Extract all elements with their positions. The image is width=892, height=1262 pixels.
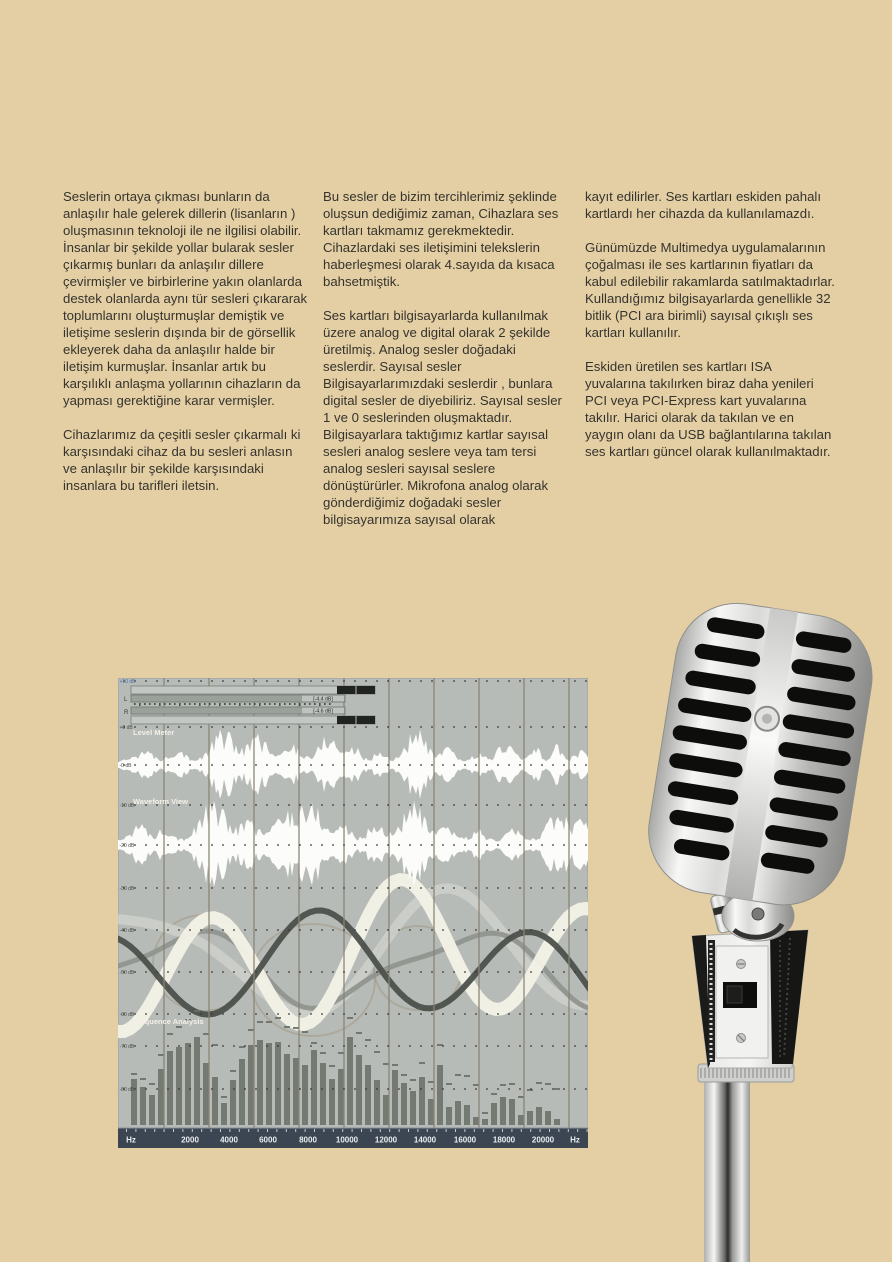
spectrum-bar: [536, 1107, 542, 1125]
peak-hold-dash: [131, 1073, 137, 1075]
meter-ruler-tick: [249, 703, 251, 705]
axis-tick: [540, 1129, 541, 1132]
peak-hold-dash: [284, 1026, 290, 1028]
meter-ruler-tick: [219, 703, 221, 706]
peak-hold-dash: [464, 1075, 470, 1077]
peak-hold-dash: [149, 1083, 155, 1085]
peak-hold-dash: [437, 1044, 443, 1046]
peak-hold-dash: [509, 1083, 515, 1085]
axis-tick: [126, 1129, 127, 1132]
axis-label: 10000: [335, 1135, 359, 1145]
spectrum-bar: [302, 1065, 308, 1125]
peak-hold-dash: [410, 1079, 416, 1081]
peak-hold-dash: [221, 1096, 227, 1098]
axis-tick: [549, 1129, 550, 1132]
axis-tick: [333, 1129, 334, 1132]
axis-tick: [446, 1129, 447, 1132]
meter-ruler-tick: [294, 703, 296, 705]
meter-ruler-tick: [134, 703, 136, 705]
spectrum-bar: [446, 1107, 452, 1125]
meter-ruler-tick: [279, 703, 281, 706]
meter-ruler-tick: [259, 703, 261, 706]
paragraph: Cihazlarımız da çeşitli sesler çıkarmalı ki karşısındaki cihaz da bu sesleri anlasın ve anlaşılır bir şekilde karşısındaki insanlara bu tarifleri iletsin.: [63, 427, 301, 493]
peak-hold-dash: [275, 1017, 281, 1019]
axis-tick: [370, 1129, 371, 1132]
spectrum-bar: [509, 1099, 515, 1125]
peak-hold-dash: [239, 1046, 245, 1048]
spectrum-bar: [266, 1043, 272, 1125]
peak-hold-dash: [545, 1083, 551, 1085]
meter-ruler-tick: [224, 703, 226, 705]
peak-hold-dash: [194, 1010, 200, 1012]
meter-ruler-tick: [144, 703, 146, 705]
peak-hold-dash: [428, 1081, 434, 1083]
peak-hold-dash: [500, 1084, 506, 1086]
axis-tick: [502, 1129, 503, 1132]
paragraph: Günümüzde Multimedya uygulamalarının çoğalması ile ses kartlarının fiyatları da kabul edilebilir rakamlarda satılmaktadırlar. Kullandığımız bilgisayarlarda genellikle 32 bitlik (PCI ara birimli) sayısal çıkışlı ses kartları kullanılır.: [585, 240, 835, 340]
axis-tick: [408, 1129, 409, 1132]
peak-hold-dash: [329, 1065, 335, 1067]
axis-label: Hz: [570, 1135, 580, 1145]
mic-stand-pole: [704, 1080, 750, 1262]
peak-hold-dash: [419, 1062, 425, 1064]
meter-ruler-tick: [254, 703, 256, 705]
meter-ruler-tick: [274, 703, 276, 705]
mic-body: [692, 930, 808, 1068]
axis-tick: [201, 1129, 202, 1132]
peak-hold-dash: [482, 1112, 488, 1114]
axis-tick: [483, 1129, 484, 1132]
meter-left-value: [-4.4 dB]: [313, 696, 333, 703]
axis-tick: [323, 1129, 324, 1132]
meter-ruler-tick: [149, 703, 151, 705]
axis-tick: [295, 1129, 296, 1132]
axis-tick: [521, 1129, 522, 1132]
article-column-3: [585, 188, 835, 477]
axis-tick: [399, 1129, 400, 1132]
axis-tick: [417, 1129, 418, 1132]
axis-tick: [258, 1129, 259, 1132]
axis-tick: [352, 1129, 353, 1132]
spectrum-bar: [455, 1101, 461, 1125]
axis-tick: [342, 1129, 343, 1132]
spectrum-bar: [194, 1037, 200, 1125]
peak-hold-dash: [401, 1074, 407, 1076]
axis-tick: [135, 1129, 136, 1132]
spectrum-bar: [176, 1047, 182, 1125]
peak-hold-dash: [203, 1033, 209, 1035]
meter-right-value: [-4.6 dB]: [313, 708, 333, 715]
peak-hold-dash: [311, 1042, 317, 1044]
axis-tick: [192, 1129, 193, 1132]
article-column-1: [63, 188, 309, 511]
axis-label: 18000: [492, 1135, 516, 1145]
spectrum-bar: [545, 1111, 551, 1125]
meter-ruler-tick: [314, 703, 316, 705]
spectrum-bar: [239, 1059, 245, 1125]
axis-tick: [314, 1129, 315, 1132]
microphone-photo: [630, 600, 892, 1262]
axis-tick: [436, 1129, 437, 1132]
spectrum-bar: [167, 1051, 173, 1125]
meter-ruler-tick: [179, 703, 181, 706]
meter-ruler-tick: [329, 703, 331, 705]
audio-analyzer-screenshot: [118, 678, 588, 1148]
peak-hold-dash: [248, 1029, 254, 1031]
peak-hold-dash: [446, 1083, 452, 1085]
peak-hold-dash: [491, 1093, 497, 1095]
spectrum-bar: [149, 1095, 155, 1125]
peak-hold-dash: [167, 1033, 173, 1035]
meter-ruler-tick: [304, 703, 306, 705]
axis-tick: [427, 1129, 428, 1132]
peak-hold-dash: [158, 1054, 164, 1056]
spectrum-bar: [212, 1077, 218, 1125]
meter-ruler-tick: [299, 703, 301, 706]
axis-label: 20000: [531, 1135, 555, 1145]
spectrum-bar: [203, 1063, 209, 1125]
paragraph: Ses kartları bilgisayarlarda kullanılmak üzere analog ve digital olarak 2 şekilde üretilmiş. Analog sesler doğadaki seslerdir. Sayısal sesler Bilgisayarlarımızdaki seslerdir , bunlara digital sesler de diyebiliriz. Sayısal sesler 1 ve 0 seslerinden oluşmaktadır. Bilgisayarlara taktığımız kartlar sayısal sesleri analog seslere veya tam tersi analog sesleri sayısal seslere dönüştürürler. Mikrofona analog olarak gönderdiğimiz doğadaki sesler bilgisayarımıza sayısal olarak: [323, 308, 562, 527]
spectrum-bar: [221, 1103, 227, 1125]
db-scale-label: -30 dB: [119, 886, 135, 892]
axis-tick: [530, 1129, 531, 1132]
axis-tick: [173, 1129, 174, 1132]
axis-tick: [229, 1129, 230, 1132]
axis-tick: [464, 1129, 465, 1132]
vintage-microphone-icon: [630, 600, 892, 1262]
meter-channel-left: L: [124, 697, 128, 703]
spectrum-bar: [320, 1063, 326, 1125]
paragraph: Seslerin ortaya çıkması bunların da anlaşılır hale gelerek dillerin (lisanların ) oluşmasının teknoloji ile ne ilgilisi olabilir. İnsanlar bir şekilde yollar bularak sesler çıkarmış bunları da anlaşılır dillere çevirmişler ve birbirlerine yakın olanlarda destek olanlarda aynı tür sesleri çıkararak toplumlarını oluşturmuşlar demiştik ve iletişime seslerin dışında bir de görsellik ekleyerek daha da anlaşılır halde bir iletişim kurmuşlar. İnsanlar artık bu karşılıklı anlaşma yollarının cihazların da yapması gerektiğine karar vermişler.: [63, 189, 308, 408]
peak-hold-dash: [230, 1070, 236, 1072]
spectrum-analyzer-image: [118, 678, 588, 1148]
axis-label: 8000: [299, 1135, 317, 1145]
meter-ruler-tick: [234, 703, 236, 705]
spectrum-bar: [158, 1069, 164, 1125]
axis-tick: [248, 1129, 249, 1132]
meter-ruler-tick: [244, 703, 246, 705]
spectrum-bar: [185, 1043, 191, 1125]
spectrum-bar: [482, 1119, 488, 1125]
peak-hold-dash: [356, 1032, 362, 1034]
axis-tick: [211, 1129, 212, 1132]
spectrum-bar: [464, 1105, 470, 1125]
meter-ruler-tick: [204, 703, 206, 705]
axis-label: 14000: [413, 1135, 437, 1145]
db-scale-label: -40 dB: [119, 928, 135, 934]
axis-tick: [164, 1129, 165, 1132]
spectrum-bar: [383, 1095, 389, 1125]
axis-tick: [474, 1129, 475, 1132]
peak-hold-dash: [347, 1017, 353, 1019]
peak-hold-dash: [527, 1089, 533, 1091]
peak-hold-dash: [338, 1052, 344, 1054]
db-scale-label: -50 dB: [119, 970, 135, 976]
meter-ruler-tick: [194, 703, 196, 705]
peak-hold-dash: [473, 1084, 479, 1086]
db-scale-label: +10 dB: [119, 679, 136, 685]
spectrum-bar: [347, 1037, 353, 1125]
axis-label: 4000: [220, 1135, 238, 1145]
axis-tick: [276, 1129, 277, 1132]
peak-hold-dash: [392, 1064, 398, 1066]
db-scale-label: -0 dB: [119, 763, 132, 769]
spectrum-bar: [518, 1115, 524, 1125]
axis-tick: [558, 1129, 559, 1132]
spectrum-bar: [140, 1087, 146, 1125]
meter-ruler-tick: [214, 703, 216, 705]
spectrum-bar: [311, 1050, 317, 1125]
meter-ruler-tick: [174, 703, 176, 705]
peak-hold-dash: [320, 1052, 326, 1054]
spectrum-bar: [131, 1079, 137, 1125]
db-scale-label: -70 dB: [119, 1044, 135, 1050]
axis-tick: [577, 1129, 578, 1132]
spectrum-bar: [428, 1099, 434, 1125]
spectrum-bar: [401, 1083, 407, 1125]
axis-tick: [361, 1129, 362, 1132]
meter-ruler-tick: [199, 703, 201, 706]
meter-ruler-tick: [159, 703, 161, 706]
spectrum-bar: [257, 1040, 263, 1125]
spectrum-bar: [410, 1091, 416, 1125]
axis-tick: [305, 1129, 306, 1132]
db-scale-label: -20 dB: [119, 843, 135, 849]
axis-tick: [220, 1129, 221, 1132]
mic-grille-head: [640, 600, 881, 914]
axis-tick: [145, 1129, 146, 1132]
axis-tick: [389, 1129, 390, 1132]
article-column-2: [323, 188, 571, 545]
spectrum-bar: [248, 1045, 254, 1125]
peak-hold-dash: [374, 1051, 380, 1053]
axis-label: 2000: [181, 1135, 199, 1145]
axis-tick: [239, 1129, 240, 1132]
level-meter-label: Level Meter: [133, 728, 175, 737]
peak-hold-dash: [518, 1096, 524, 1098]
meter-ruler-tick: [239, 703, 241, 706]
peak-hold-dash: [383, 1063, 389, 1065]
spectrum-bar: [473, 1117, 479, 1125]
peak-hold-dash: [302, 1031, 308, 1033]
peak-hold-dash: [257, 1021, 263, 1023]
axis-tick: [154, 1129, 155, 1132]
peak-hold-dash: [266, 1021, 272, 1023]
axis-tick: [182, 1129, 183, 1132]
meter-ruler-tick: [209, 703, 211, 705]
axis-tick: [455, 1129, 456, 1132]
frequency-analysis-label: Frequence Analysis: [133, 1017, 204, 1026]
spectrum-bar: [293, 1058, 299, 1125]
axis-label: 16000: [453, 1135, 477, 1145]
spectrum-bar: [275, 1042, 281, 1125]
meter-ruler-tick: [164, 703, 166, 705]
db-scale-label: -10 dB: [119, 803, 135, 809]
spectrum-bar: [338, 1069, 344, 1125]
meter-channel-right: R: [124, 710, 129, 716]
meter-ruler-tick: [264, 703, 266, 705]
peak-hold-dash: [455, 1074, 461, 1076]
spectrum-bar: [230, 1080, 236, 1125]
spectrum-bar: [554, 1119, 560, 1125]
axis-tick: [511, 1129, 512, 1132]
meter-ruler-tick: [139, 703, 141, 706]
meter-ruler-tick: [269, 703, 271, 705]
axis-tick: [568, 1129, 569, 1132]
peak-hold-dash: [176, 1026, 182, 1028]
meter-ruler-tick: [229, 703, 231, 705]
meter-ruler-tick: [319, 703, 321, 706]
meter-ruler-tick: [284, 703, 286, 705]
paragraph: kayıt edilirler. Ses kartları eskiden pahalı kartlardı her cihazda da kullanılamazdı.: [585, 189, 822, 221]
spectrum-bar: [365, 1065, 371, 1125]
spectrum-bar: [491, 1103, 497, 1125]
spectrum-bar: [500, 1097, 506, 1125]
axis-tick: [493, 1129, 494, 1132]
db-scale-label: -60 dB: [119, 1012, 135, 1018]
meter-ruler-tick: [189, 703, 191, 705]
axis-tick: [380, 1129, 381, 1132]
db-scale-label: +0 dB: [119, 725, 133, 731]
axis-label: Hz: [126, 1135, 136, 1145]
peak-hold-dash: [212, 1044, 218, 1046]
axis-tick: [286, 1129, 287, 1132]
axis-label: 12000: [374, 1135, 398, 1145]
meter-ruler-tick: [169, 703, 171, 705]
paragraph: Eskiden üretilen ses kartları ISA yuvalarına takılırken biraz daha yenileri PCI veya PCI-Express kart yuvalarına takılır. Harici olarak da takılan ve en yaygın olanı da USB bağlantılarına takılan ses kartları güncel olarak kullanılmaktadır.: [585, 359, 832, 459]
db-scale-label: -80 dB: [119, 1087, 135, 1093]
spectrum-bar: [329, 1079, 335, 1125]
meter-ruler-tick: [309, 703, 311, 705]
meter-ruler-tick: [324, 703, 326, 705]
axis-tick: [587, 1129, 588, 1132]
spectrum-bar: [356, 1055, 362, 1125]
spectrum-bar: [437, 1065, 443, 1125]
peak-hold-dash: [293, 1027, 299, 1029]
paragraph: Bu sesler de bizim tercihlerimiz şeklinde oluşsun dediğimiz zaman, Cihazlara ses kartları takmamız gerekmektedir. Cihazlardaki ses iletişimini telekslerin haberleşmesi olarak 4.sayıda da kısaca bahsetmiştik.: [323, 189, 559, 289]
spectrum-bar: [374, 1080, 380, 1125]
peak-hold-dash: [554, 1088, 560, 1090]
meter-ruler-tick: [154, 703, 156, 705]
meter-ruler-tick: [289, 703, 291, 705]
waveform-view-label: Waveform View: [133, 797, 189, 806]
spectrum-bar: [392, 1070, 398, 1125]
spectrum-bar: [527, 1111, 533, 1125]
spectrum-bar: [419, 1077, 425, 1125]
axis-label: 6000: [259, 1135, 277, 1145]
peak-hold-dash: [536, 1082, 542, 1084]
peak-hold-dash: [140, 1078, 146, 1080]
peak-hold-dash: [365, 1039, 371, 1041]
axis-tick: [267, 1129, 268, 1132]
meter-ruler-tick: [184, 703, 186, 705]
